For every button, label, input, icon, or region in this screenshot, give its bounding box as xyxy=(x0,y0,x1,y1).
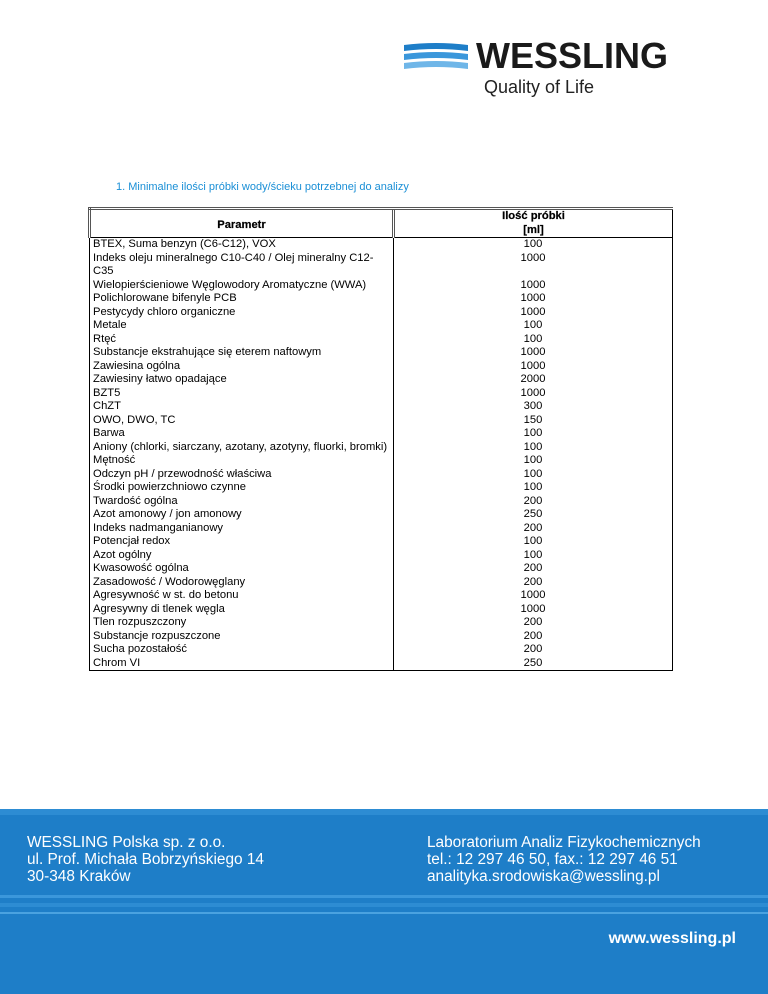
table-row xyxy=(90,630,673,644)
parameter-cell: Wielopierścieniowe Węglowodory Aromatyczne (WWA) xyxy=(90,279,394,293)
parameter-cell: Chrom VI xyxy=(90,657,394,671)
lab-contact xyxy=(427,834,701,885)
quantity-cell: 200 xyxy=(394,562,673,576)
parameter-cell: ChZT xyxy=(90,400,394,414)
table-row xyxy=(90,238,673,252)
parameter-cell: Mętność xyxy=(90,454,394,468)
table-row xyxy=(90,279,673,293)
section-heading: 1. Minimalne ilości próbki wody/ścieku potrzebnej do analizy xyxy=(116,181,409,193)
table-row xyxy=(90,576,673,590)
parameter-cell: Potencjał redox xyxy=(90,535,394,549)
parameter-cell: Azot amonowy / jon amonowy xyxy=(90,508,394,522)
quantity-cell: 100 xyxy=(394,481,673,495)
table-row xyxy=(90,495,673,509)
lab-phone: tel.: 12 297 46 50, fax.: 12 297 46 51 xyxy=(427,851,678,868)
parameter-cell: Tlen rozpuszczony xyxy=(90,616,394,630)
parameter-cell: Metale xyxy=(90,319,394,333)
company-name: WESSLING Polska sp. z o.o. xyxy=(27,834,226,851)
table-row xyxy=(90,292,673,306)
parameter-cell: Sucha pozostałość xyxy=(90,643,394,657)
table-row xyxy=(90,306,673,320)
table-row xyxy=(90,535,673,549)
table-row xyxy=(90,508,673,522)
quantity-cell: 1000 xyxy=(394,589,673,603)
table-row xyxy=(90,441,673,455)
sample-quantity-table xyxy=(88,207,673,671)
quantity-cell: 2000 xyxy=(394,373,673,387)
company-city: 30-348 Kraków xyxy=(27,868,131,885)
quantity-cell: 1000 xyxy=(394,279,673,293)
quantity-cell: 100 xyxy=(394,549,673,563)
parameter-cell: Barwa xyxy=(90,427,394,441)
parameter-cell: Aniony (chlorki, siarczany, azotany, azotyny, fluorki, bromki) xyxy=(90,441,394,455)
quantity-cell: 100 xyxy=(394,319,673,333)
table-row xyxy=(90,427,673,441)
quantity-cell: 100 xyxy=(394,238,673,252)
quantity-cell: 1000 xyxy=(394,387,673,401)
parameter-cell: Zawiesiny łatwo opadające xyxy=(90,373,394,387)
quantity-cell: 100 xyxy=(394,441,673,455)
parameter-cell: Rtęć xyxy=(90,333,394,347)
quantity-cell: 100 xyxy=(394,427,673,441)
parameter-cell: Agresywny di tlenek węgla xyxy=(90,603,394,617)
lab-name: Laboratorium Analiz Fizykochemicznych xyxy=(427,834,701,851)
quantity-cell: 100 xyxy=(394,333,673,347)
table-row xyxy=(90,657,673,671)
quantity-cell: 1000 xyxy=(394,306,673,320)
header-parameter: Parametr xyxy=(90,209,394,238)
company-street: ul. Prof. Michała Bobrzyńskiego 14 xyxy=(27,851,264,868)
quantity-cell: 250 xyxy=(394,657,673,671)
table-row xyxy=(90,360,673,374)
parameter-cell: Odczyn pH / przewodność właściwa xyxy=(90,468,394,482)
table-header-row xyxy=(90,209,673,238)
quantity-cell: 1000 xyxy=(394,292,673,306)
parameter-cell: Substancje rozpuszczone xyxy=(90,630,394,644)
table-row xyxy=(90,373,673,387)
table-body xyxy=(90,238,673,671)
parameter-cell: Substancje ekstrahujące się eterem naftowym xyxy=(90,346,394,360)
parameter-cell: Zasadowość / Wodorowęglany xyxy=(90,576,394,590)
company-address xyxy=(27,834,264,885)
website-link[interactable]: www.wessling.pl xyxy=(608,930,736,947)
parameter-cell: BZT5 xyxy=(90,387,394,401)
header-quantity: Ilość próbki [ml] xyxy=(394,209,673,238)
quantity-cell: 1000 xyxy=(394,603,673,617)
table-row xyxy=(90,562,673,576)
table-row xyxy=(90,252,673,279)
quantity-cell: 250 xyxy=(394,508,673,522)
parameter-cell: BTEX, Suma benzyn (C6-C12), VOX xyxy=(90,238,394,252)
quantity-cell: 200 xyxy=(394,643,673,657)
table-row xyxy=(90,454,673,468)
footer xyxy=(0,809,768,994)
table-row xyxy=(90,333,673,347)
parameter-cell: Polichlorowane bifenyle PCB xyxy=(90,292,394,306)
table-row xyxy=(90,589,673,603)
logo-tagline: Quality of Life xyxy=(484,77,595,97)
table-row xyxy=(90,603,673,617)
parameter-cell: Zawiesina ogólna xyxy=(90,360,394,374)
quantity-cell: 150 xyxy=(394,414,673,428)
company-logo xyxy=(404,35,684,98)
quantity-cell: 200 xyxy=(394,522,673,536)
table-row xyxy=(90,346,673,360)
wave-logo-icon xyxy=(404,43,468,71)
table-row xyxy=(90,481,673,495)
table-row xyxy=(90,549,673,563)
quantity-cell: 1000 xyxy=(394,252,673,279)
parameter-cell: Środki powierzchniowo czynne xyxy=(90,481,394,495)
parameter-cell: Pestycydy chloro organiczne xyxy=(90,306,394,320)
quantity-cell: 1000 xyxy=(394,346,673,360)
quantity-cell: 200 xyxy=(394,495,673,509)
table-row xyxy=(90,616,673,630)
parameter-cell: Azot ogólny xyxy=(90,549,394,563)
lab-email[interactable]: analityka.srodowiska@wessling.pl xyxy=(427,868,660,885)
quantity-cell: 200 xyxy=(394,616,673,630)
table-row xyxy=(90,643,673,657)
quantity-cell: 1000 xyxy=(394,360,673,374)
table-row xyxy=(90,414,673,428)
quantity-cell: 300 xyxy=(394,400,673,414)
parameter-cell: Indeks nadmanganianowy xyxy=(90,522,394,536)
logo-wordmark: WESSLING xyxy=(476,35,669,76)
quantity-cell: 100 xyxy=(394,454,673,468)
quantity-cell: 200 xyxy=(394,630,673,644)
quantity-cell: 100 xyxy=(394,468,673,482)
table-row xyxy=(90,468,673,482)
parameter-cell: Indeks oleju mineralnego C10-C40 / Olej mineralny C12-C35 xyxy=(90,252,394,279)
parameter-cell: Agresywność w st. do betonu xyxy=(90,589,394,603)
table-row xyxy=(90,522,673,536)
quantity-cell: 200 xyxy=(394,576,673,590)
quantity-cell: 100 xyxy=(394,535,673,549)
parameter-cell: OWO, DWO, TC xyxy=(90,414,394,428)
parameter-cell: Twardość ogólna xyxy=(90,495,394,509)
table-row xyxy=(90,400,673,414)
parameter-cell: Kwasowość ogólna xyxy=(90,562,394,576)
table-row xyxy=(90,387,673,401)
table-row xyxy=(90,319,673,333)
